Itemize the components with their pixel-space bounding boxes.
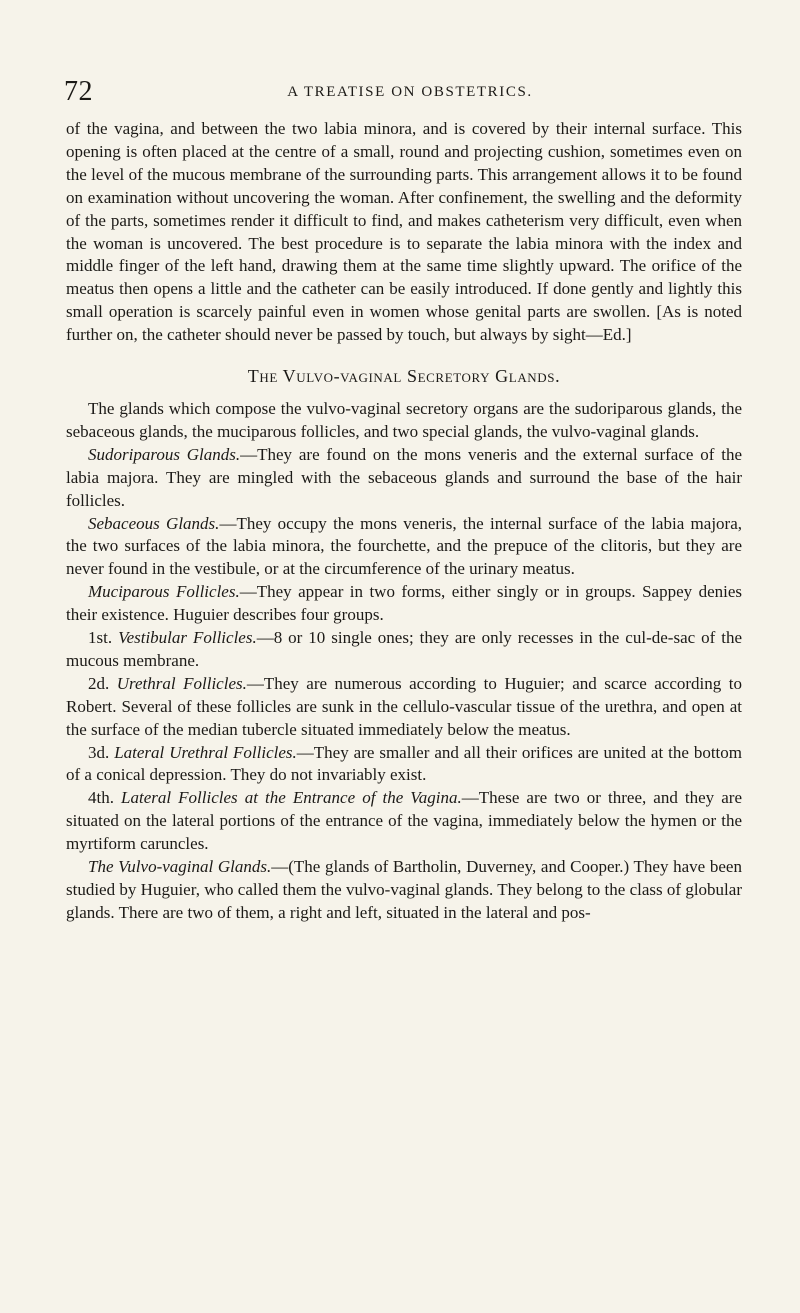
paragraph-lateral-urethral (66, 742, 742, 788)
subheading-vulvo-vaginal: The Vulvo-vaginal Glands. (88, 857, 272, 877)
text-muciparous: —They appear in two forms, either singly or in groups. Sappey denies their existence. Huguier describes four groups. (66, 582, 742, 625)
page-body (66, 118, 742, 925)
ordinal-1st: 1st. (88, 628, 113, 648)
paragraph-sudoriparous (66, 444, 742, 513)
paragraph-sebaceous (66, 513, 742, 582)
subheading-sebaceous: Sebaceous Glands. (88, 513, 220, 533)
subheading-urethral: Urethral Follicles. (116, 673, 247, 693)
paragraph-continuation: of the vagina, and between the two labia minora, and is covered by their internal surface. This opening is often placed at the centre of a small, round and projecting cushion, sometimes even on the level of the mucous membrane of the surrounding parts. This arrangement allows it to be found on examination without uncovering the woman. After confinement, the swelling and the deformity of the parts, sometimes render it difficult to find, and makes catheterism very difficult, even when the woman is uncovered. The best procedure is to separate the labia minora with the index and middle finger of the left hand, drawing them at the same time slightly upward. The orifice of the meatus then opens a little and the catheter can be easily introduced. If done gently and lightly this small operation is scarcely painful even in women whose genital parts are swollen. [As is noted further on, the catheter should never be passed by touch, but always by sight—Ed.] (66, 119, 742, 345)
ordinal-2d: 2d. (88, 673, 110, 693)
running-head: A TREATISE ON OBSTETRICS. (287, 84, 533, 100)
ordinal-3d: 3d. (88, 742, 110, 762)
subheading-muciparous: Muciparous Follicles. (88, 582, 240, 602)
text-vulvo-vaginal: —(The glands of Bartholin, Duverney, and Cooper.) They have been studied by Huguier, who called them the vulvo-vaginal glands. They belong to the class of globular glands. There are two of them, a right and left, situated in the lateral and pos- (66, 857, 742, 922)
subheading-lateral-entrance: Lateral Follicles at the Entrance of the Vagina. (121, 788, 462, 808)
paragraph-vulvo-vaginal (66, 856, 742, 925)
text-lateral-entrance: —These are two or three, and they are situated on the lateral portions of the entrance of the vagina, immediately below the hymen or the myrtiform caruncles. (66, 788, 742, 854)
subheading-sudoriparous: Sudoriparous Glands. (88, 444, 241, 464)
paragraph-urethral (66, 673, 742, 742)
section-heading: The Vulvo-vaginal Secretory Glands. (247, 366, 561, 387)
paragraph-lateral-entrance (66, 787, 742, 856)
text-sebaceous: —They occupy the mons veneris, the internal surface of the labia majora, the two surfaces of the labia minora, the fourchette, and the prepuce of the clitoris, but they are never found in the vestibule, or at the circumference of the urinary meatus. (66, 513, 742, 579)
ordinal-4th: 4th. (88, 788, 114, 808)
page-number: 72 (64, 76, 93, 107)
paragraph-intro: The glands which compose the vulvo-vaginal secretory organs are the sudoriparous glands, the sebaceous glands, the muciparous follicles, and two special glands, the vulvo-vaginal glands. (66, 398, 742, 441)
text-vestibular: —8 or 10 single ones; they are only recesses in the cul-de-sac of the mucous membrane. (66, 628, 742, 670)
text-lateral-urethral: —They are smaller and all their orifices are united at the bottom of a conical depression. They do not invariably exist. (66, 742, 742, 785)
paragraph-vestibular (66, 627, 742, 673)
subheading-vestibular: Vestibular Follicles. (118, 628, 257, 648)
subheading-lateral-urethral: Lateral Urethral Follicles. (114, 742, 297, 762)
text-urethral: —They are numerous according to Huguier; and scarce according to Robert. Several of these follicles are sunk in the cellulo-vascular tissue of the urethra, and open at the surface of the median tubercle situated immediately below the meatus. (66, 673, 742, 739)
text-sudoriparous: —They are found on the mons veneris and the external surface of the labia majora. They are mingled with the sebaceous glands and surround the base of the hair follicles. (66, 444, 742, 510)
paragraph-muciparous (66, 581, 742, 627)
